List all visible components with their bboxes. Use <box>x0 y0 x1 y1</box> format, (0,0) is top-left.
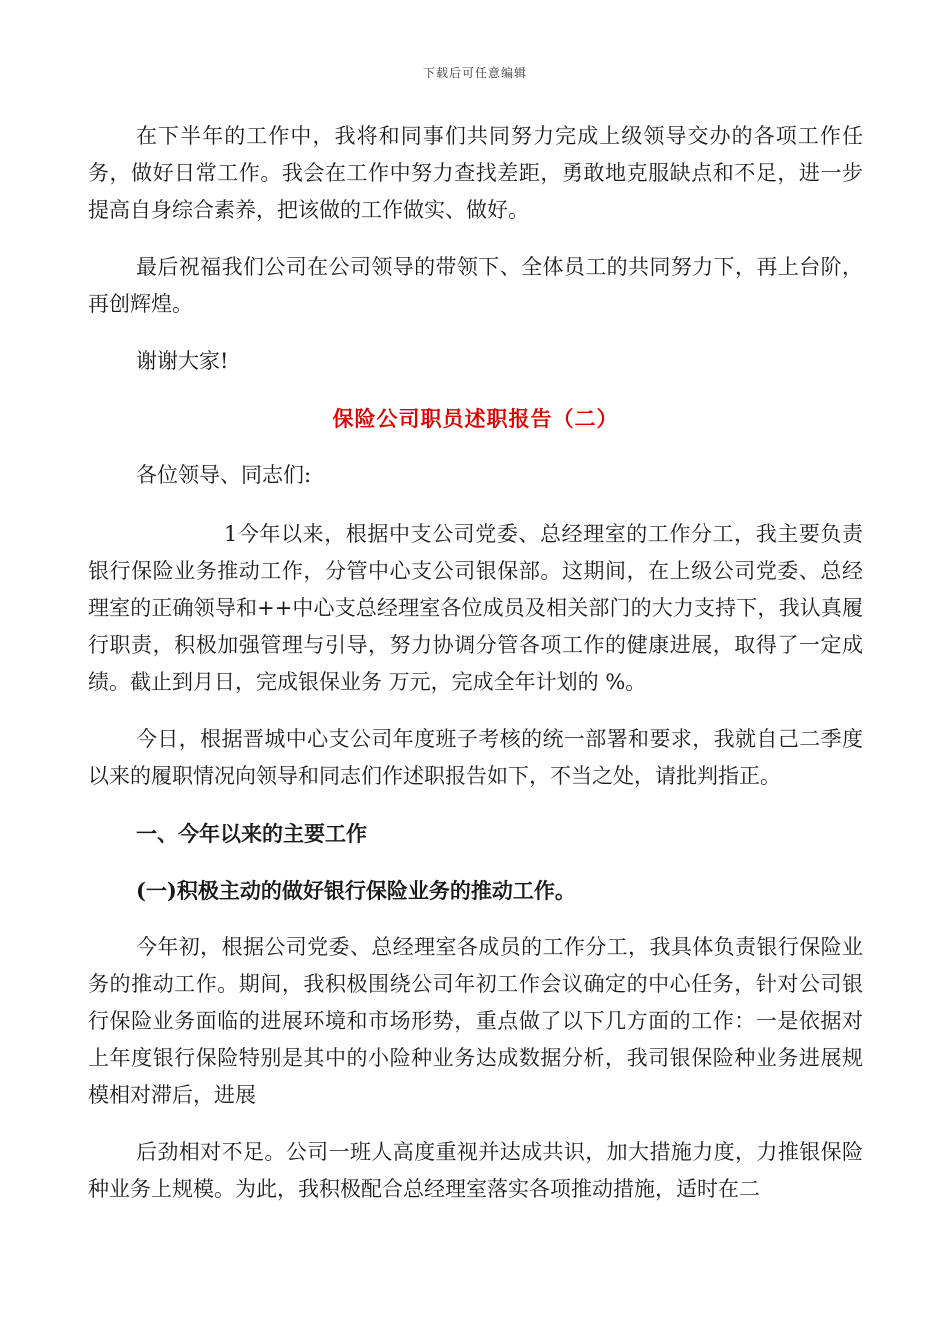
salutation: 各位领导、同志们: <box>136 463 312 487</box>
header-note: 下载后可任意编辑 <box>422 66 527 80</box>
paragraph-thanks: 谢谢大家! <box>136 349 229 373</box>
subsection-heading-bank-insurance: (一)积极主动的做好银行保险业务的推动工作。 <box>136 878 576 903</box>
paragraph-intro: 1今年以来，根据中支公司党委、总经理室的工作分工，我主要负责银行保险业务推动工作，分管中心支公司银保部。这期间，在上级公司党委、总经理室的正确领导和++中心支总经理室各位成员及相关部门的大力支持下，我认真履行职责，积极加强管理与引导，努力协调分管各项工作的健康进展，取得了一定成绩。截止到月日，完成银保业务 万元，完成全年计划的 %。 <box>88 522 863 694</box>
paragraph-report-purpose: 今日，根据晋城中心支公司年度班子考核的统一部署和要求，我就自己二季度以来的履职情况向领导和同志们作述职报告如下，不当之处，请批判指正。 <box>88 727 863 788</box>
paragraph-bank-insurance-work: 今年初，根据公司党委、总经理室各成员的工作分工，我具体负责银行保险业务的推动工作。期间，我积极围绕公司年初工作会议确定的中心任务，针对公司银行保险业务面临的进展环境和市场形势，重点做了以下几方面的工作：一是依据对上年度银行保险特别是其中的小险种业务达成数据分析，我司银保险种业务进展规模相对滞后，进展 <box>88 935 863 1107</box>
paragraph-work-plan: 在下半年的工作中，我将和同事们共同努力完成上级领导交办的各项工作任务，做好日常工作。我会在工作中努力查找差距，勇敢地克服缺点和不足，进一步提高自身综合素养，把该做的工作做实、做好。 <box>88 124 863 222</box>
paragraph-continuation: 后劲相对不足。公司一班人高度重视并达成共识，加大措施力度，力推银保险种业务上规模。为此，我积极配合总经理室落实各项推动措施，适时在二 <box>88 1140 863 1201</box>
report-title: 保险公司职员述职报告（二） <box>332 406 619 431</box>
paragraph-blessing: 最后祝福我们公司在公司领导的带领下、全体员工的共同努力下，再上台阶，再创辉煌。 <box>88 255 863 316</box>
document-body <box>88 118 863 1208</box>
section-heading-main-work: 一、今年以来的主要工作 <box>136 821 367 846</box>
